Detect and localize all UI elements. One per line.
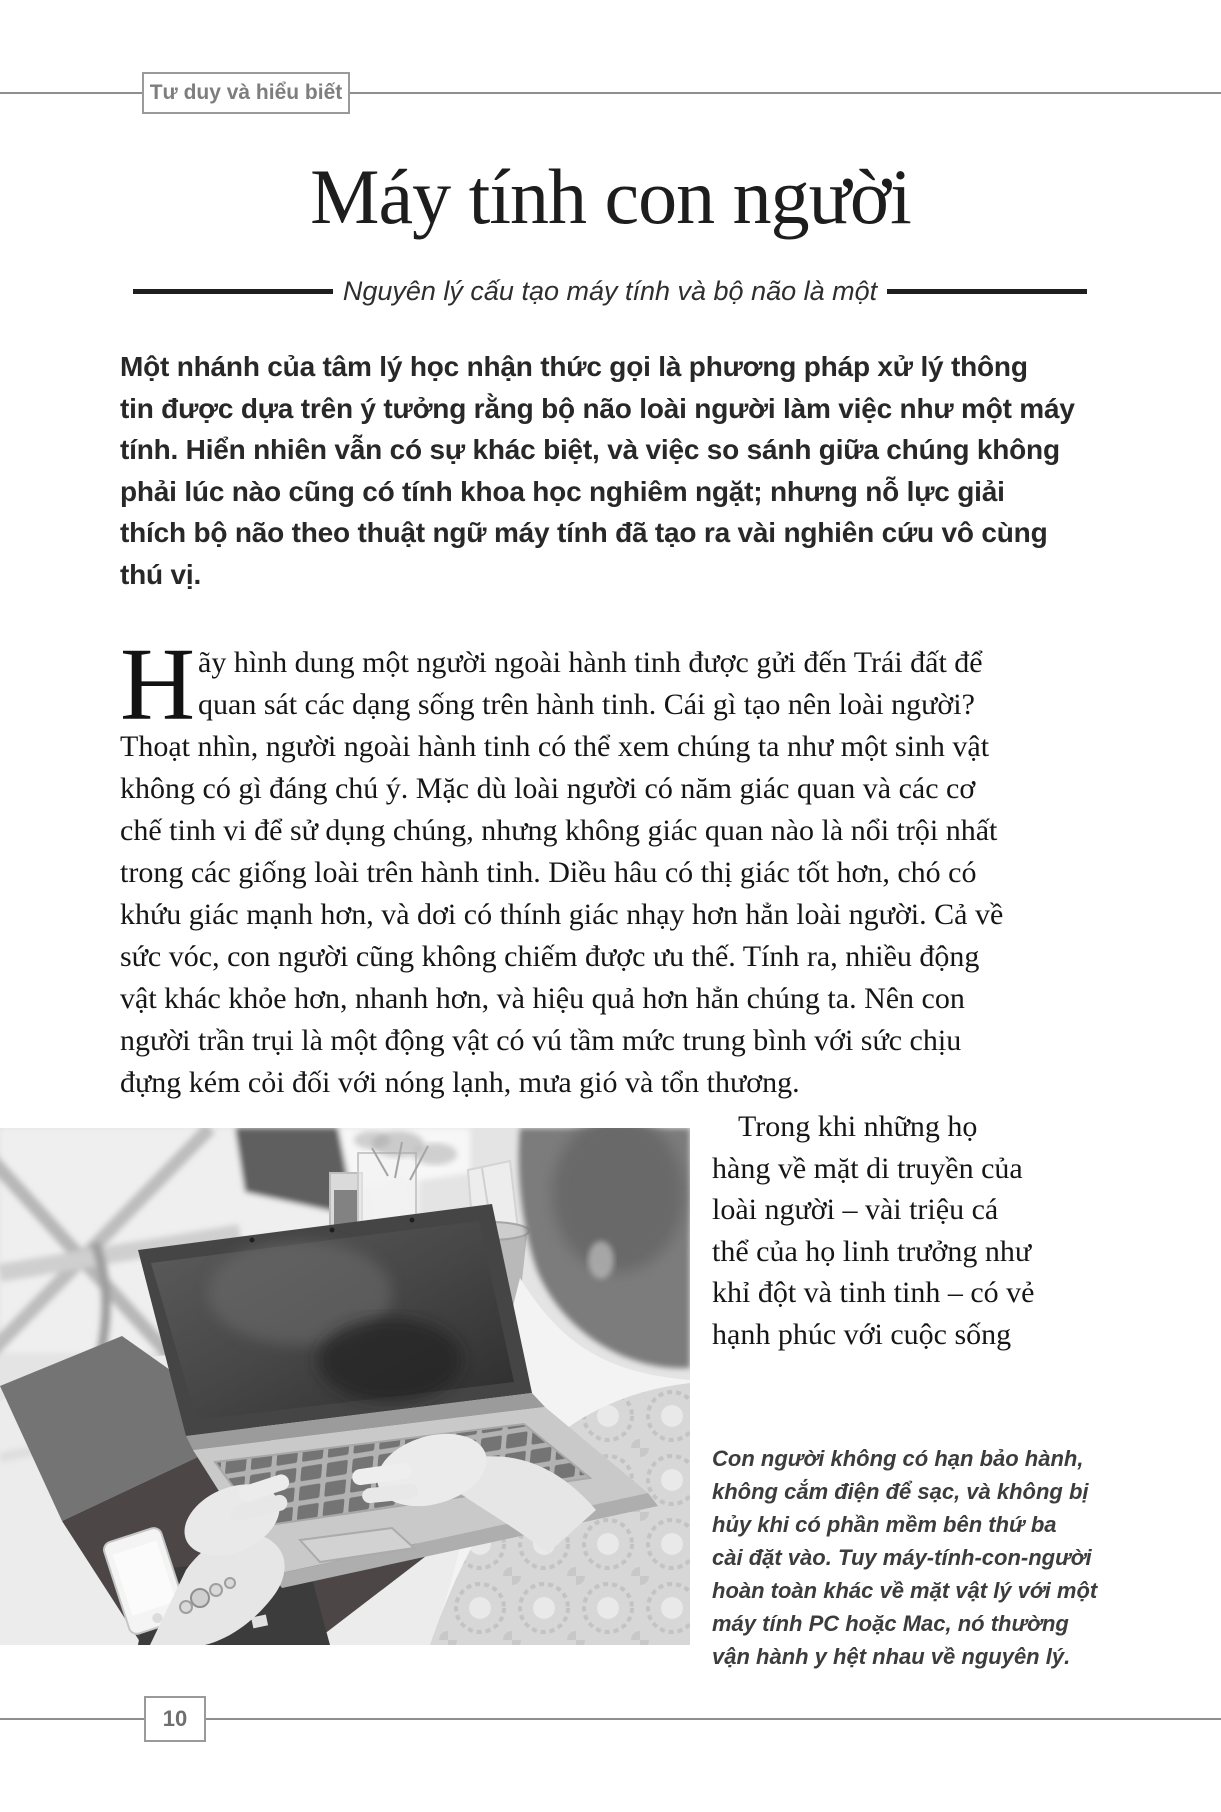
lead-paragraph-line: thú vị. [120, 558, 202, 590]
lead-paragraph [120, 346, 1075, 595]
body-text-line: loài người – vài triệu cá [712, 1193, 999, 1226]
body-text-line: trong các giống loài trên hành tinh. Diều hâu có thị giác tốt hơn, chó có [120, 856, 977, 889]
body-text-line: đựng kém cỏi đối với nóng lạnh, mưa gió và tổn thương. [120, 1066, 800, 1099]
photo-caption-line: hủy khi có phần mềm bên thứ ba [712, 1512, 1057, 1537]
body-text-line: Thoạt nhìn, người ngoài hành tinh có thể xem chúng ta như một sinh vật [120, 730, 990, 763]
body-text-line: Trong khi những họ [738, 1110, 978, 1143]
drop-cap: H [120, 627, 196, 742]
subtitle-row [139, 272, 1081, 310]
photo-caption-line: cài đặt vào. Tuy máy-tính-con-người [712, 1545, 1092, 1570]
photo-caption [712, 1442, 1097, 1673]
subtitle-left-dash [133, 289, 333, 294]
laptop-typing-photo [0, 1128, 690, 1645]
page-number: 10 [162, 1706, 188, 1731]
body-text-line: hàng về mặt di truyền của [712, 1151, 1023, 1185]
body-text-line: khứu giác mạnh hơn, và dơi có thính giác nhạy hơn hẳn loài người. Cả về [120, 898, 1004, 931]
subtitle-text: Nguyên lý cấu tạo máy tính và bộ não là một [342, 275, 878, 306]
lead-paragraph-line: Một nhánh của tâm lý học nhận thức gọi là phương pháp xử lý thông [120, 351, 1028, 382]
section-tag-box [142, 72, 350, 114]
photo-caption-line: không cắm điện để sạc, và không bị [712, 1479, 1089, 1504]
body-text-line: thể của họ linh trưởng như [712, 1234, 1032, 1268]
body-text-line: không có gì đáng chú ý. Mặc dù loài người có năm giác quan và các cơ [120, 772, 976, 805]
photo-caption-line: Con người không có hạn bảo hành, [712, 1446, 1084, 1471]
body-text-line: quan sát các dạng sống trên hành tinh. Cái gì tạo nên loài người? [198, 688, 975, 721]
lead-paragraph-line: tính. Hiển nhiên vẫn có sự khác biệt, và việc so sánh giữa chúng không [120, 434, 1060, 465]
lead-paragraph-line: tin được dựa trên ý tưởng rằng bộ não loài người làm việc như một máy [120, 392, 1075, 424]
body-paragraph-1 [120, 627, 1004, 1104]
laptop-typing-photo-svg [0, 1128, 690, 1645]
body-text-line: ãy hình dung một người ngoài hành tinh được gửi đến Trái đất để [198, 646, 983, 679]
page-number-box [144, 1696, 206, 1742]
body-text-line: chế tinh vi để sử dụng chúng, nhưng không giác quan nào là nổi trội nhất [120, 814, 998, 847]
body-text-line: sức vóc, con người cũng không chiếm được ưu thế. Tính ra, nhiều động [120, 940, 980, 973]
body-paragraph-2 [712, 1106, 1034, 1355]
body-text-line: người trần trụi là một động vật có vú tầm mức trung bình với sức chịu [120, 1024, 962, 1057]
photo-caption-line: máy tính PC hoặc Mac, nó thường [712, 1611, 1069, 1636]
photo-caption-line: hoàn toàn khác về mặt vật lý với một [712, 1578, 1098, 1603]
section-tag-label: Tư duy và hiểu biết [149, 81, 343, 104]
subtitle-right-dash [887, 289, 1087, 294]
body-text-line: khỉ đột và tinh tinh – có vẻ [712, 1276, 1035, 1309]
body-text-line: vật khác khỏe hơn, nhanh hơn, và hiệu quả hơn hẳn chúng ta. Nên con [120, 982, 965, 1015]
lead-paragraph-line: phải lúc nào cũng có tính khoa học nghiêm ngặt; nhưng nỗ lực giải [120, 475, 1005, 507]
photo-caption-line: vận hành y hệt nhau về nguyên lý. [712, 1644, 1071, 1669]
ear [588, 1241, 614, 1279]
body-text-line: hạnh phúc với cuộc sống [712, 1317, 1012, 1351]
page-title: Máy tính con người [310, 153, 911, 240]
lead-paragraph-line: thích bộ não theo thuật ngữ máy tính đã tạo ra vài nghiên cứu vô cùng [120, 517, 1048, 548]
